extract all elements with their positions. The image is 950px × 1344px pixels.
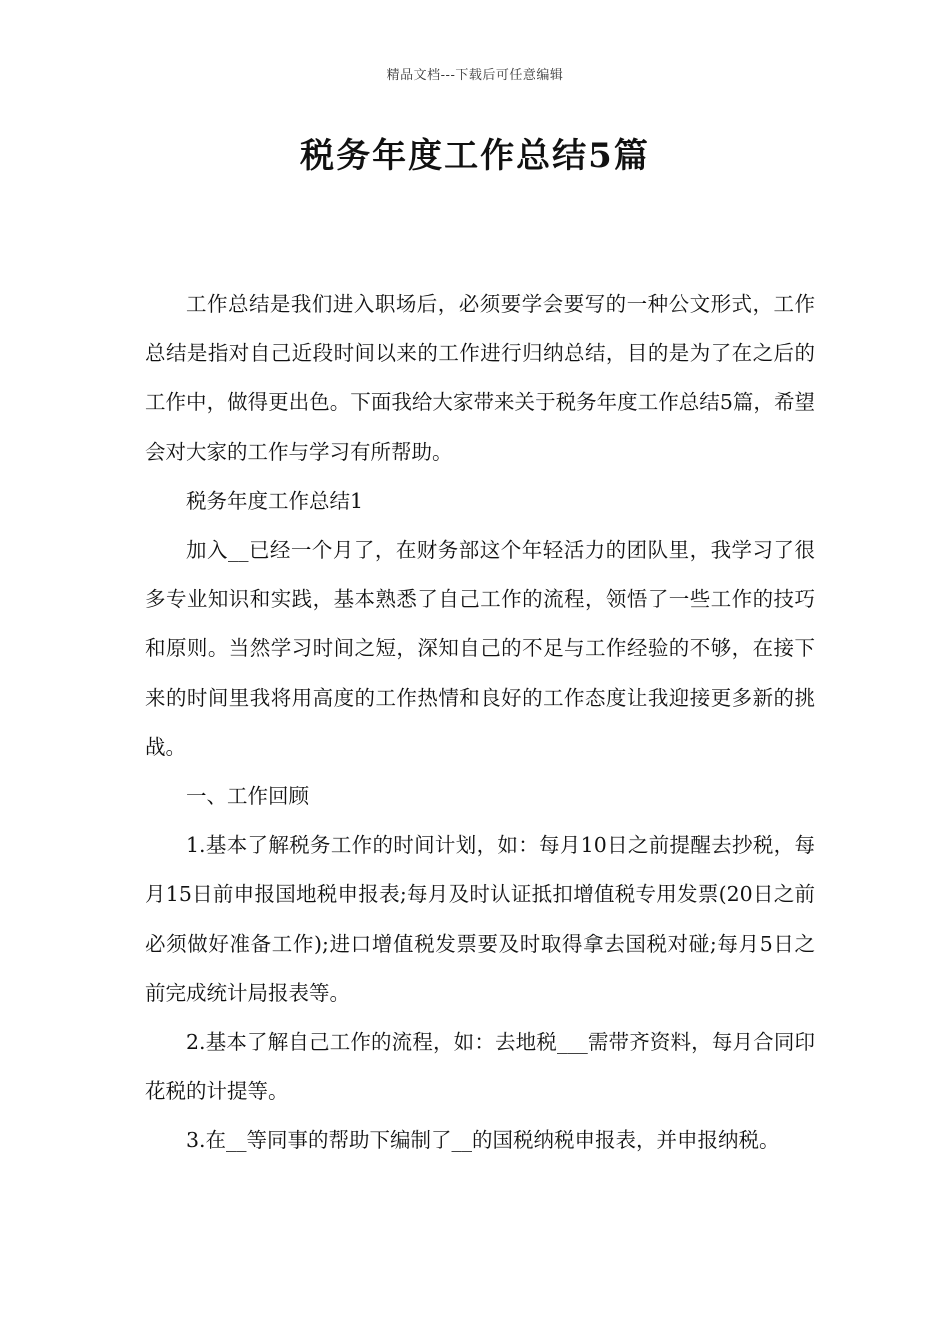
list-item: 1.基本了解税务工作的时间计划，如：每月10日之前提醒去抄税，每月15日前申报国地税申报表;每月及时认证抵扣增值税专用发票(20日之前必须做好准备工作);进口增值税发票要及时取得拿去国税对碰;每月5日之前完成统计局报表等。 — [145, 833, 815, 1005]
body-paragraph: 加入__已经一个月了，在财务部这个年轻活力的团队里，我学习了很多专业知识和实践，基本熟悉了自己工作的流程，领悟了一些工作的技巧和原则。当然学习时间之短，深知自己的不足与工作经验的不够，在接下来的时间里我将用高度的工作热情和良好的工作态度让我迎接更多新的挑战。 — [145, 538, 815, 759]
list-item: 3.在__等同事的帮助下编制了__的国税纳税申报表，并申报纳税。 — [186, 1128, 780, 1153]
header-note: 精品文档---下载后可任意编辑 — [386, 68, 564, 83]
document-body — [145, 280, 815, 1166]
intro-paragraph: 工作总结是我们进入职场后，必须要学会要写的一种公文形式，工作总结是指对自己近段时间以来的工作进行归纳总结，目的是为了在之后的工作中，做得更出色。下面我给大家带来关于税务年度工作总结5篇，希望会对大家的工作与学习有所帮助。 — [145, 292, 815, 464]
document-title: 税务年度工作总结5篇 — [300, 136, 650, 176]
list-item: 2.基本了解自己工作的流程，如：去地税___需带齐资料，每月合同印花税的计提等。 — [145, 1030, 815, 1104]
subsection-heading: 一、工作回顾 — [186, 784, 309, 809]
section-heading: 税务年度工作总结1 — [186, 488, 364, 513]
